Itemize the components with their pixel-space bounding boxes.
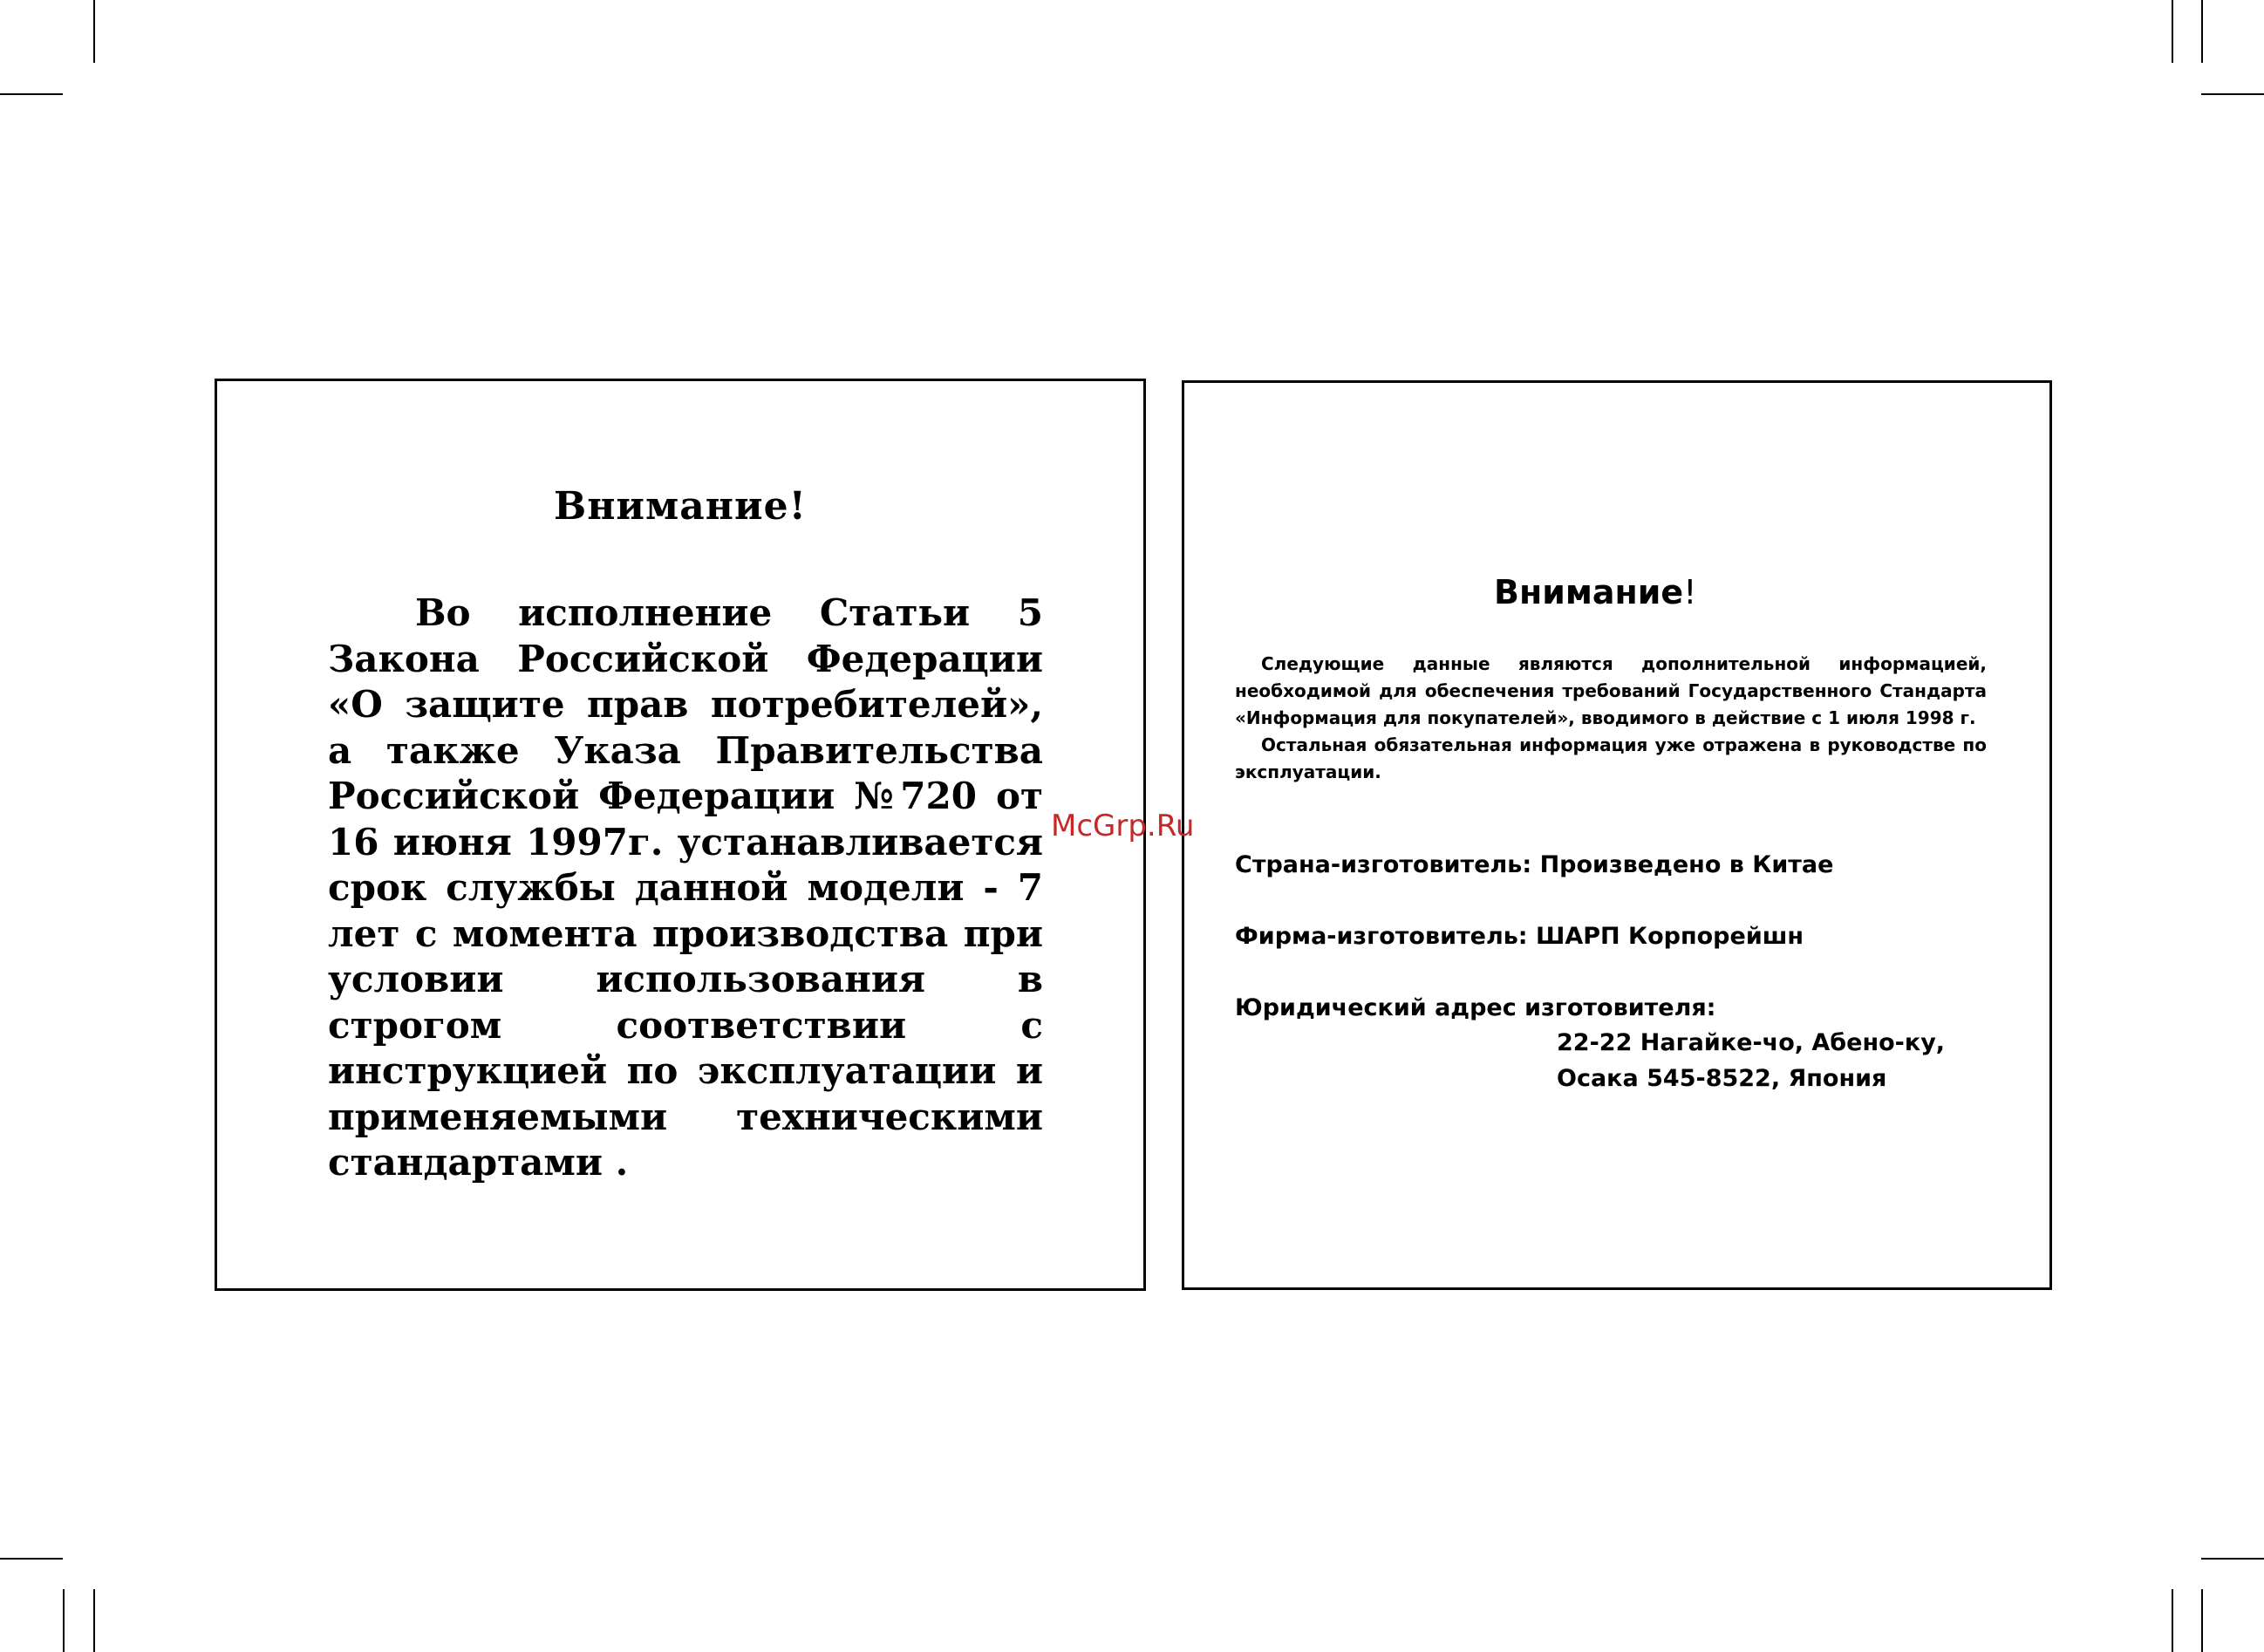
crop-mark [2201,93,2264,95]
watermark: McGrp.Ru [1051,809,1195,843]
address-line: Осака 545-8522, Япония [1557,1065,1887,1092]
notice-title [1494,573,1696,611]
additional-info-text [1235,651,1987,786]
manufacturer-firm: Фирма-изготовитель: ШАРП Корпорейшн [1235,923,1804,950]
crop-mark [93,0,95,63]
warranty-notice-panel [215,379,1146,1291]
info-paragraph: Остальная обязательная информация уже отражена в руководстве по эксплуатации. [1235,734,1987,782]
crop-mark [2201,1558,2264,1560]
crop-mark [2172,1589,2173,1652]
notice-title: Внимание! [554,484,807,529]
crop-mark [2172,0,2173,63]
crop-mark [2201,0,2203,63]
manufacturer-info-panel [1182,380,2052,1290]
notice-title-mark: ! [1683,573,1697,611]
crop-mark [63,1589,65,1652]
crop-mark [0,93,63,95]
crop-mark [93,1589,95,1652]
address-label: Юридический адрес изготовителя: [1235,994,1716,1021]
service-life-text: Во исполнение Статьи 5 Закона Российской Федерации «О защите прав потребителей», а также Указа Правительства Российской Федерации №720 от 16 июня 1997г. устанавливается срок службы данной модели - 7 лет с момента производства при условии использования в строгом соответствии с инструкцией по эксплуатации и применяемыми техническими стандартами . [328,591,1043,1184]
notice-title-text: Внимание [1494,573,1684,611]
crop-mark [0,1558,63,1560]
info-paragraph: Следующие данные являются дополнительной информацией, необходимой для обеспечения требований Государственного Стандарта «Информация для покупателей», вводимого в действие с 1 июля 1998 г. [1235,653,1987,728]
crop-mark [2201,1589,2203,1652]
country-of-origin: Страна-изготовитель: Произведено в Китае [1235,851,1834,878]
address-line: 22-22 Нагайке-чо, Абено-ку, [1557,1029,1946,1056]
